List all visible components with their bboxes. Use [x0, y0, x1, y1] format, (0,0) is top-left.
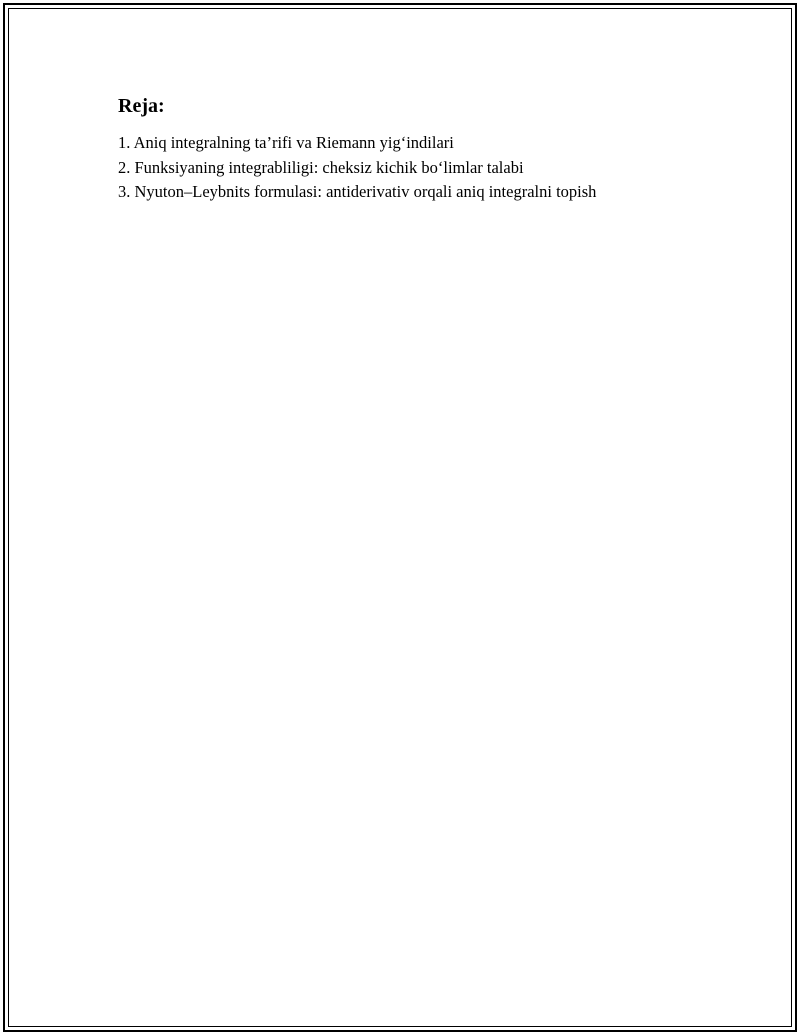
plan-list: [118, 131, 738, 205]
plan-item-2: 2. Funksiyaning integrabliligi: cheksiz kichik bo‘limlar talabi: [118, 157, 524, 177]
plan-item-3: 3. Nyuton–Leybnits formulasi: antiderivativ orqali aniq integralni topish: [118, 182, 597, 201]
plan-item-1: 1. Aniq integralning ta’rifi va Riemann yig‘indilari: [118, 133, 454, 152]
page-content: [118, 93, 738, 205]
plan-heading: Reja:: [118, 95, 165, 117]
